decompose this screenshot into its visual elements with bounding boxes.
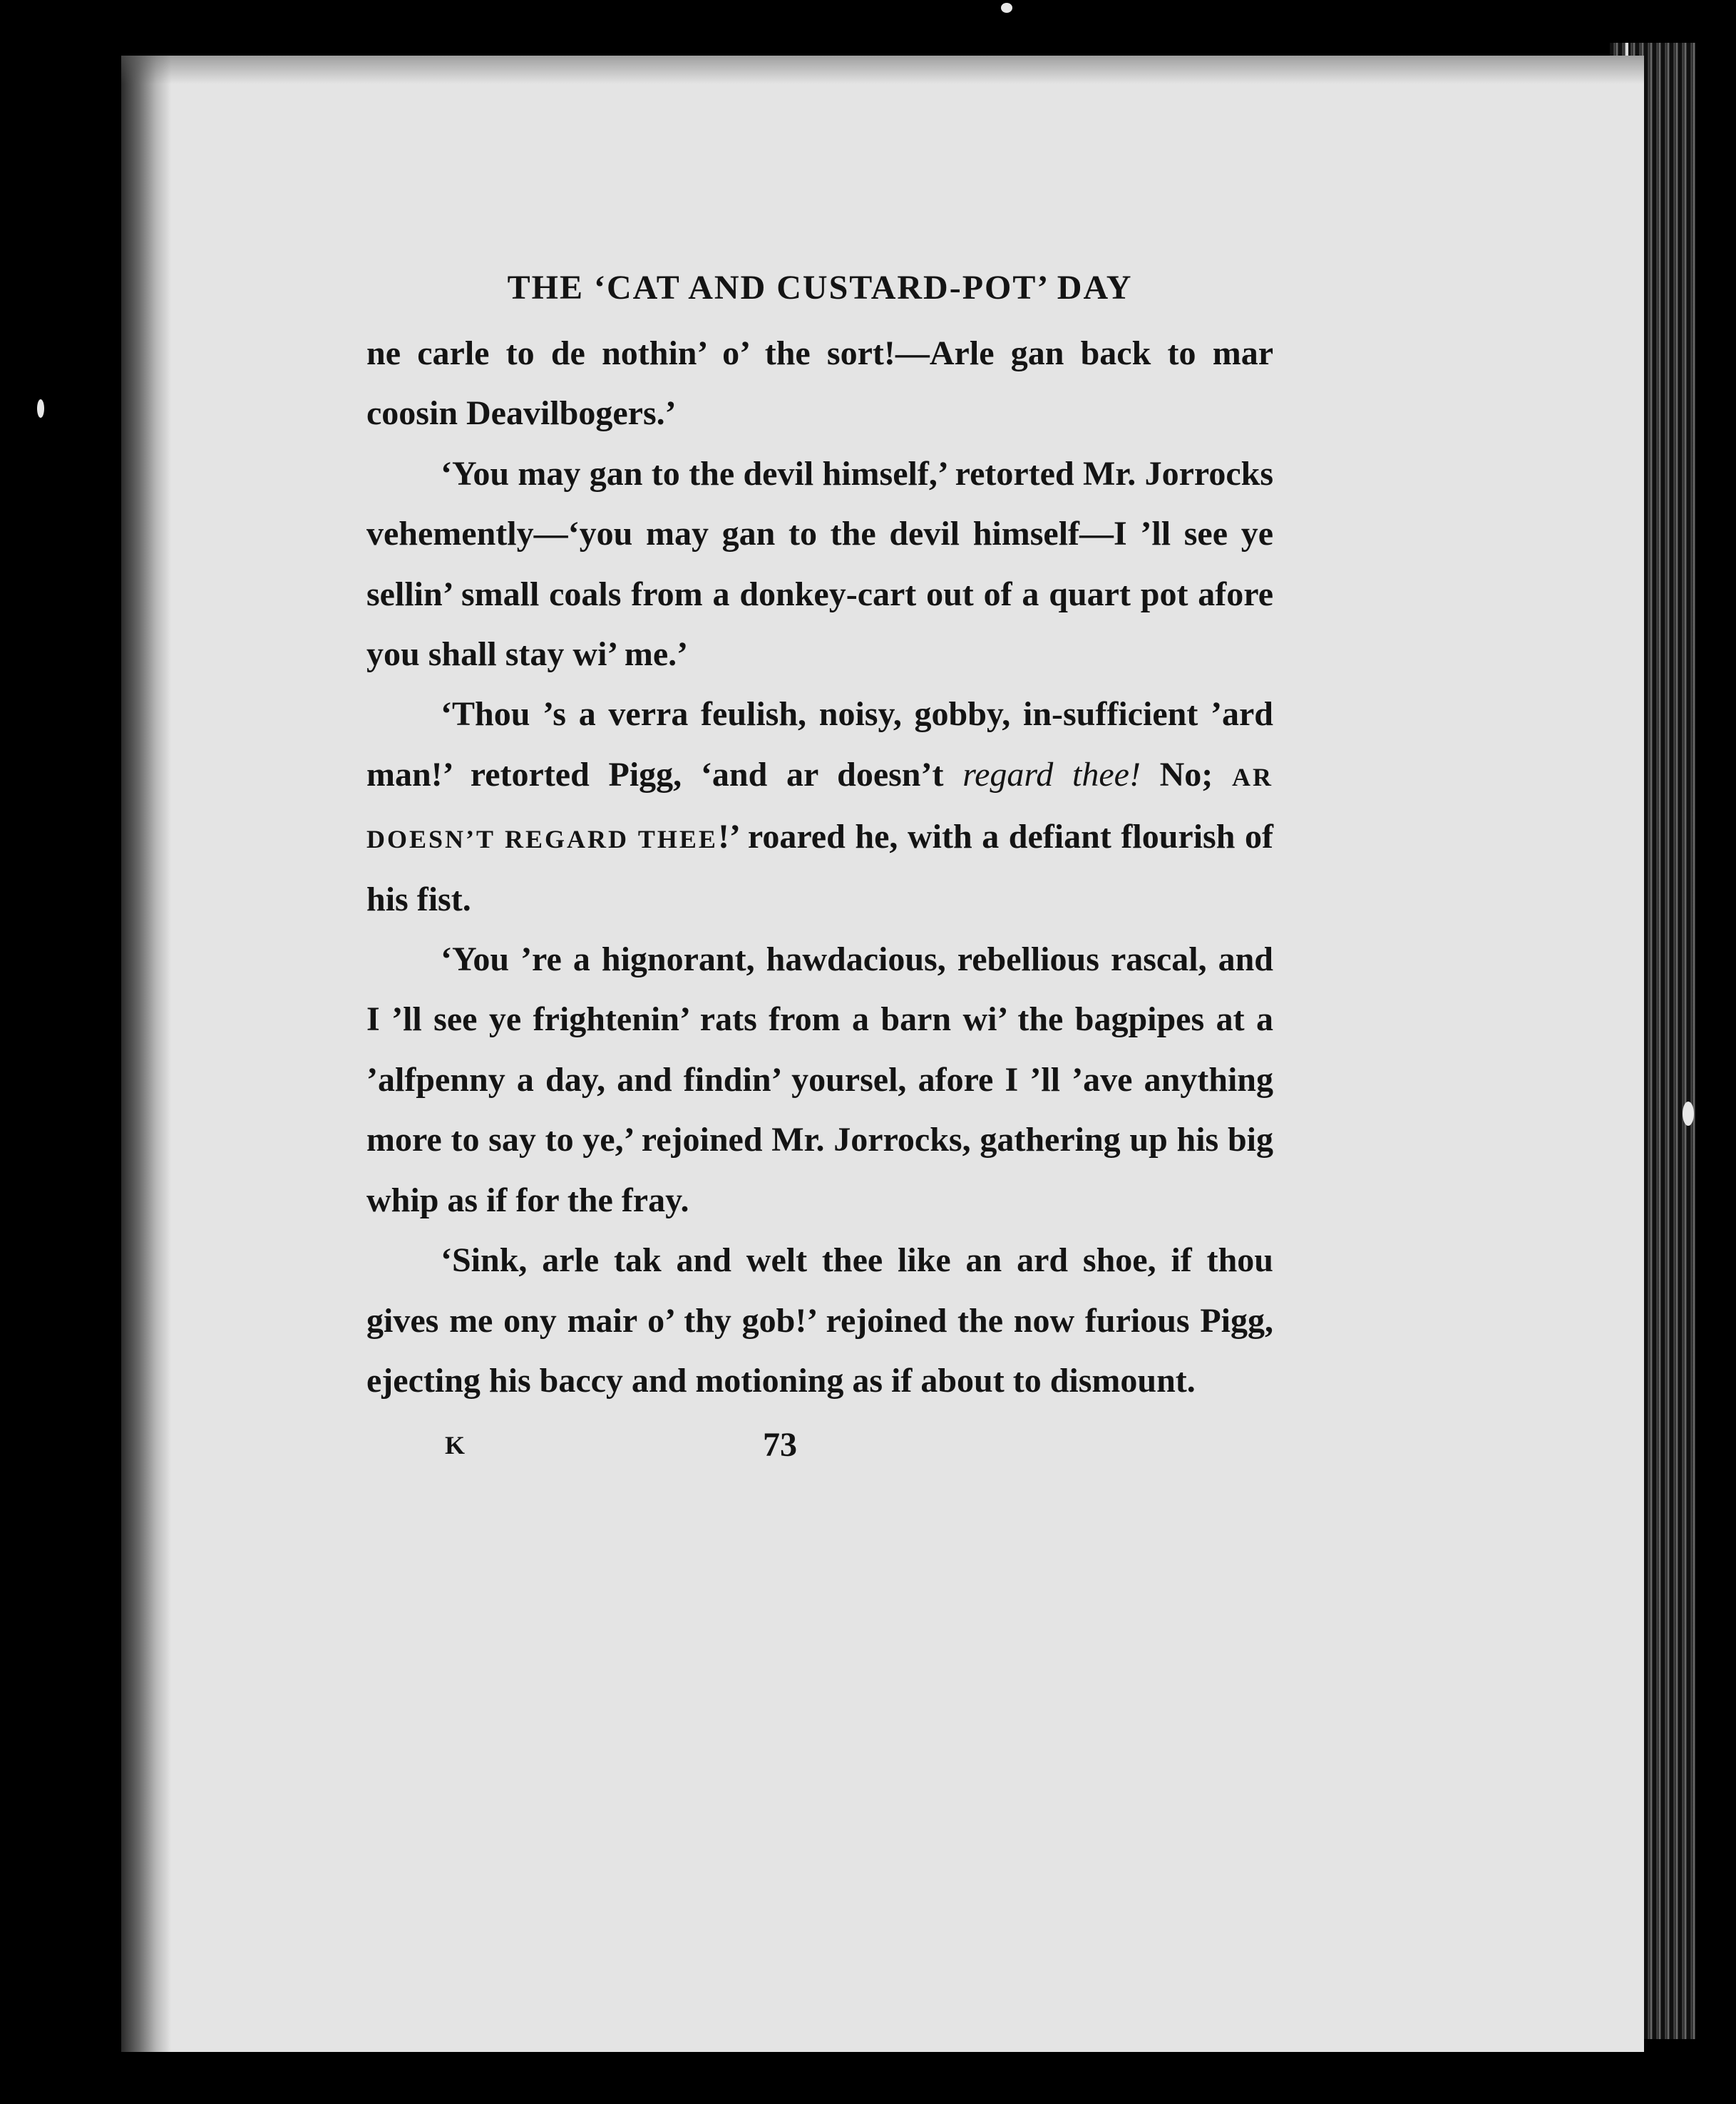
- scan-speck: [1683, 1102, 1694, 1126]
- paragraph-text: !’ roared he, with a defiant flourish of his fist.: [366, 818, 1273, 918]
- paragraph-text: No;: [1140, 755, 1233, 794]
- paragraph-text: ‘Sink, arle tak and welt thee like an ard shoe, if thou gives me ony mair o’ thy gob!’ rejoined the now furious Pigg, ejecting his baccy and motioning as if about to dismount.: [366, 1241, 1273, 1400]
- paragraph-5: [366, 1231, 1273, 1411]
- paragraph-text: ‘You ’re a hignorant, hawdacious, rebellious rascal, and I ’ll see ye frightenin’ rats from a barn wi’ the bagpipes at a ’alfpenny a day, and findin’ yoursel, afore I ’ll ’ave anything more to say to ye,’ rejoined Mr. Jorrocks, gathering up his big whip as if for the fray.: [366, 940, 1273, 1219]
- italic-emphasis: regard thee!: [962, 755, 1141, 794]
- paragraph-text: ‘Thou ’s a verra feulish, noisy, gobby, in-sufficient ’ard man!’ retorted Pigg, ‘and ar doesn’t: [366, 695, 1273, 794]
- paragraph-2: [366, 444, 1273, 685]
- running-head: THE ‘CAT AND CUSTARD-POT’ DAY: [507, 269, 1133, 307]
- paragraph-3: [366, 684, 1273, 930]
- paragraph-4: [366, 930, 1273, 1231]
- scan-speck: [1001, 3, 1012, 13]
- signature-mark: K: [445, 1431, 466, 1460]
- page-number: 73: [763, 1426, 797, 1464]
- scan-speck: [37, 399, 44, 418]
- paragraph-text: ‘You may gan to the devil himself,’ retorted Mr. Jorrocks vehemently—‘you may gan to the devil himself—I ’ll see ye sellin’ small coals from a donkey-cart out of a quart pot afore you shall stay wi’ me.’: [366, 454, 1273, 674]
- small-caps-emphasis: AR DOESN’T REGARD THEE: [366, 762, 1274, 854]
- text-block: [366, 258, 1273, 1475]
- paragraph-text: ne carle to de nothin’ o’ the sort!—Arle gan back to mar coosin Deavilbogers.’: [366, 334, 1273, 433]
- page-footer: [366, 1415, 1273, 1475]
- body-text: [366, 324, 1273, 1411]
- paragraph-1: [366, 324, 1273, 444]
